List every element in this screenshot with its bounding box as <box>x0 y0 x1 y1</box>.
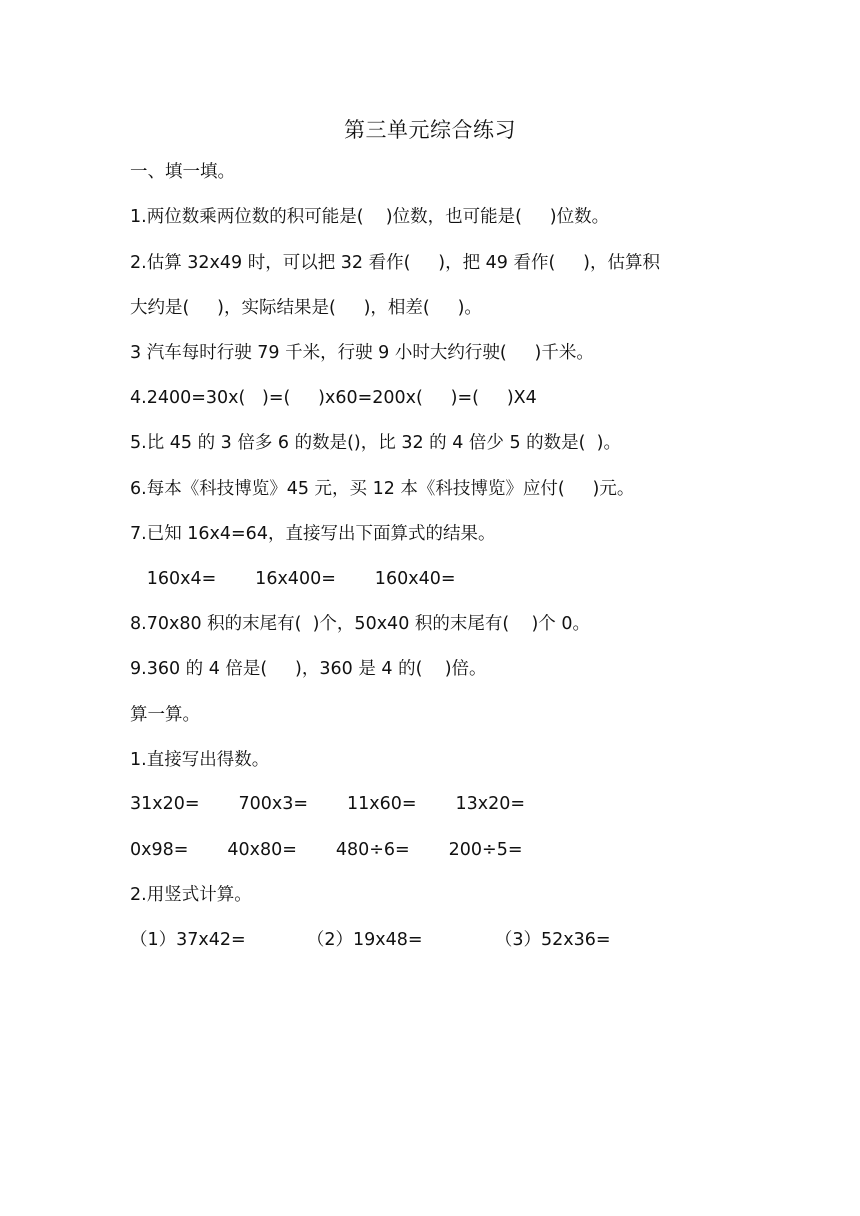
calc-row-2: 0x98= 40x80= 480÷6= 200÷5= <box>130 840 523 860</box>
calc-question-1: 1.直接写出得数。 <box>130 750 270 770</box>
question-5: 5.比 45 的 3 倍多 6 的数是()，比 32 的 4 倍少 5 的数是( )。 <box>130 433 621 453</box>
calc-row-1: 31x20= 700x3= 11x60= 13x20= <box>130 794 526 814</box>
question-1: 1.两位数乘两位数的积可能是( )位数，也可能是( )位数。 <box>130 207 610 227</box>
page-title: 第三单元综合练习 <box>344 118 516 142</box>
question-2-line-2: 大约是( )，实际结果是( )，相差( )。 <box>130 298 482 318</box>
vertical-calc-row: （1）37x42= （2）19x48= （3）52x36= <box>130 930 611 950</box>
question-2-line-1: 2.估算 32x49 时，可以把 32 看作( )，把 49 看作( )，估算积 <box>130 253 660 273</box>
question-8: 8.70x80 积的末尾有( )个，50x40 积的末尾有( )个 0。 <box>130 614 590 634</box>
question-6: 6.每本《科技博览》45 元，买 12 本《科技博览》应付( )元。 <box>130 479 635 499</box>
question-4: 4.2400=30x( )=( )x60=200x( )=( )X4 <box>130 388 537 408</box>
question-7-items: 160x4= 16x400= 160x40= <box>130 569 456 589</box>
section-heading-fill-in: 一、填一填。 <box>130 162 235 182</box>
question-7: 7.已知 16x4=64，直接写出下面算式的结果。 <box>130 524 496 544</box>
question-3: 3 汽车每时行驶 79 千米，行驶 9 小时大约行驶( )千米。 <box>130 343 594 363</box>
question-9: 9.360 的 4 倍是( )，360 是 4 的( )倍。 <box>130 659 487 679</box>
section-heading-calculate: 算一算。 <box>130 705 200 725</box>
calc-question-2: 2.用竖式计算。 <box>130 885 252 905</box>
